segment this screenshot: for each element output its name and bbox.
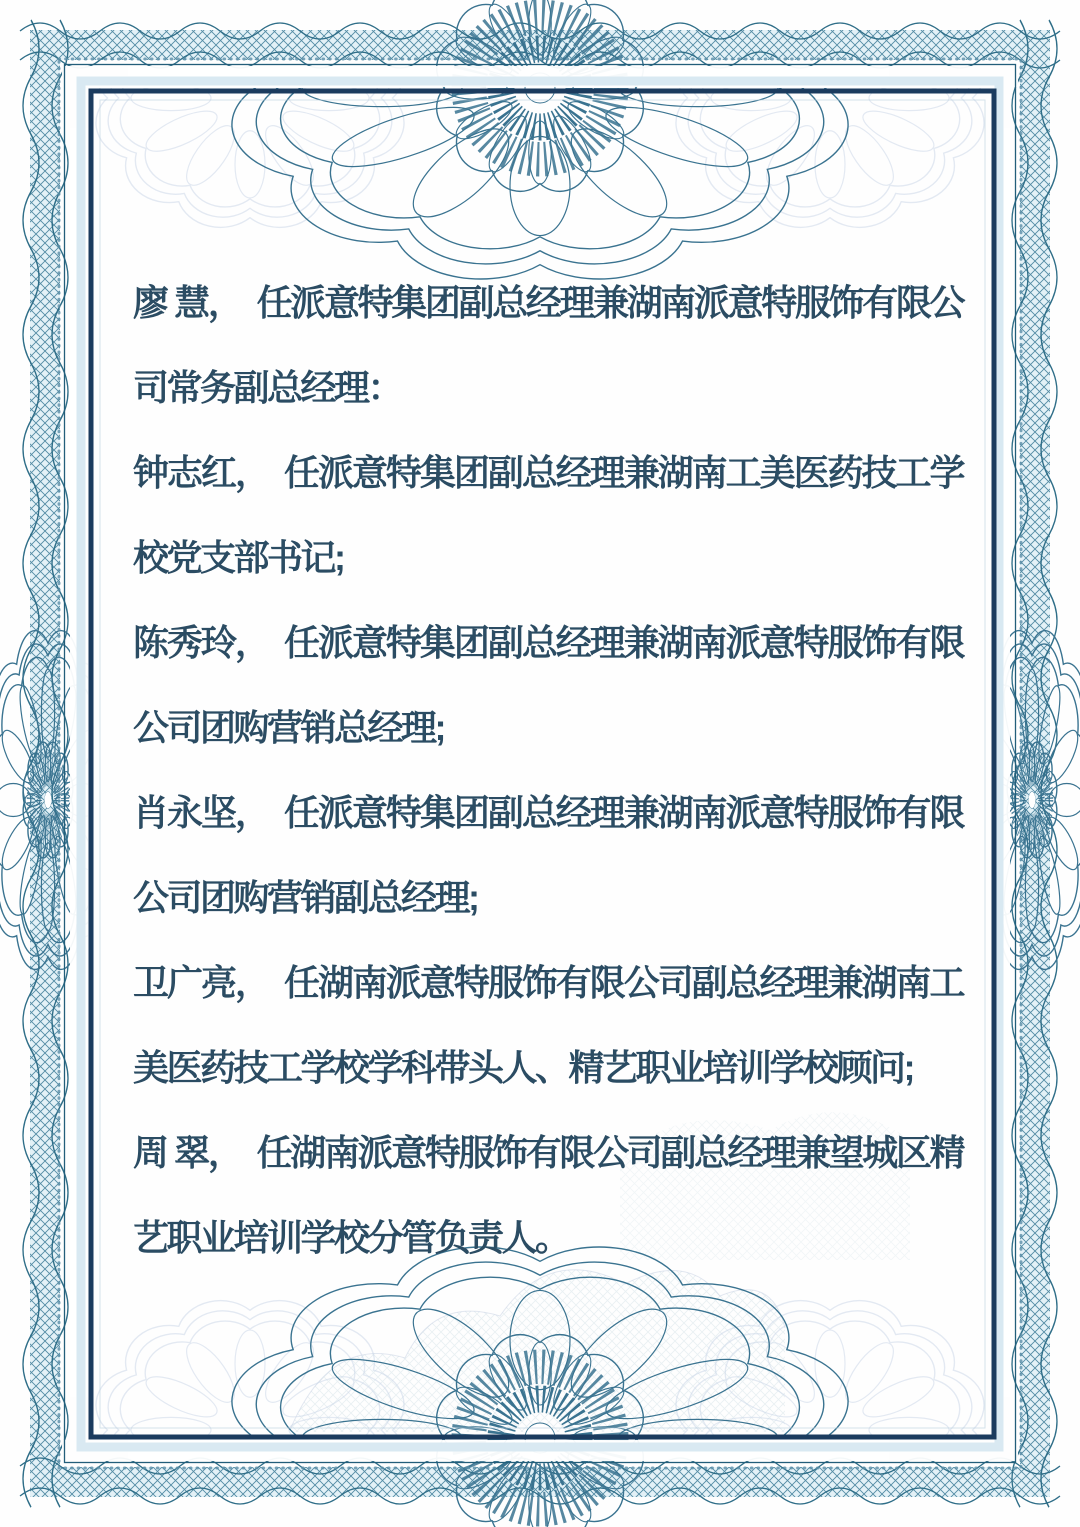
appointment-entry bbox=[133, 1110, 963, 1280]
appointment-detail: 任湖南派意特服饰有限公司副总经理兼望城区精艺职业培训学校分管负责人。 bbox=[133, 1132, 963, 1258]
person-name: 廖 慧 bbox=[133, 282, 208, 323]
person-name: 肖永坚 bbox=[133, 792, 235, 833]
appointment-detail: 任派意特集团副总经理兼湖南工美医药技工学校党支部书记; bbox=[133, 452, 963, 578]
person-name: 陈秀玲 bbox=[133, 622, 235, 663]
appointment-detail: 任派意特集团副总经理兼湖南派意特服饰有限公司常务副总经理： bbox=[133, 282, 963, 408]
appointment-entry bbox=[133, 600, 963, 770]
appointment-detail: 任派意特集团副总经理兼湖南派意特服饰有限公司团购营销副总经理; bbox=[133, 792, 963, 918]
appointment-entry bbox=[133, 770, 963, 940]
name-separator: ， bbox=[234, 622, 269, 663]
name-separator: ， bbox=[234, 452, 269, 493]
appointment-detail: 任湖南派意特服饰有限公司副总经理兼湖南工美医药技工学校学科带头人、精艺职业培训学校顾问; bbox=[133, 962, 963, 1088]
appointment-entry bbox=[133, 940, 963, 1110]
appointment-entry bbox=[133, 260, 963, 430]
person-name: 周 翠 bbox=[133, 1132, 208, 1173]
appointment-entry bbox=[133, 430, 963, 600]
name-separator: ， bbox=[207, 1132, 242, 1173]
appointment-text-block bbox=[133, 260, 963, 1280]
person-name: 卫广亮 bbox=[133, 962, 235, 1003]
top-rosette bbox=[437, 0, 644, 191]
appointment-detail: 任派意特集团副总经理兼湖南派意特服饰有限公司团购营销总经理; bbox=[133, 622, 963, 748]
name-separator: ， bbox=[234, 962, 269, 1003]
name-separator: ， bbox=[207, 282, 242, 323]
person-name: 钟志红 bbox=[133, 452, 235, 493]
name-separator: ， bbox=[234, 792, 269, 833]
